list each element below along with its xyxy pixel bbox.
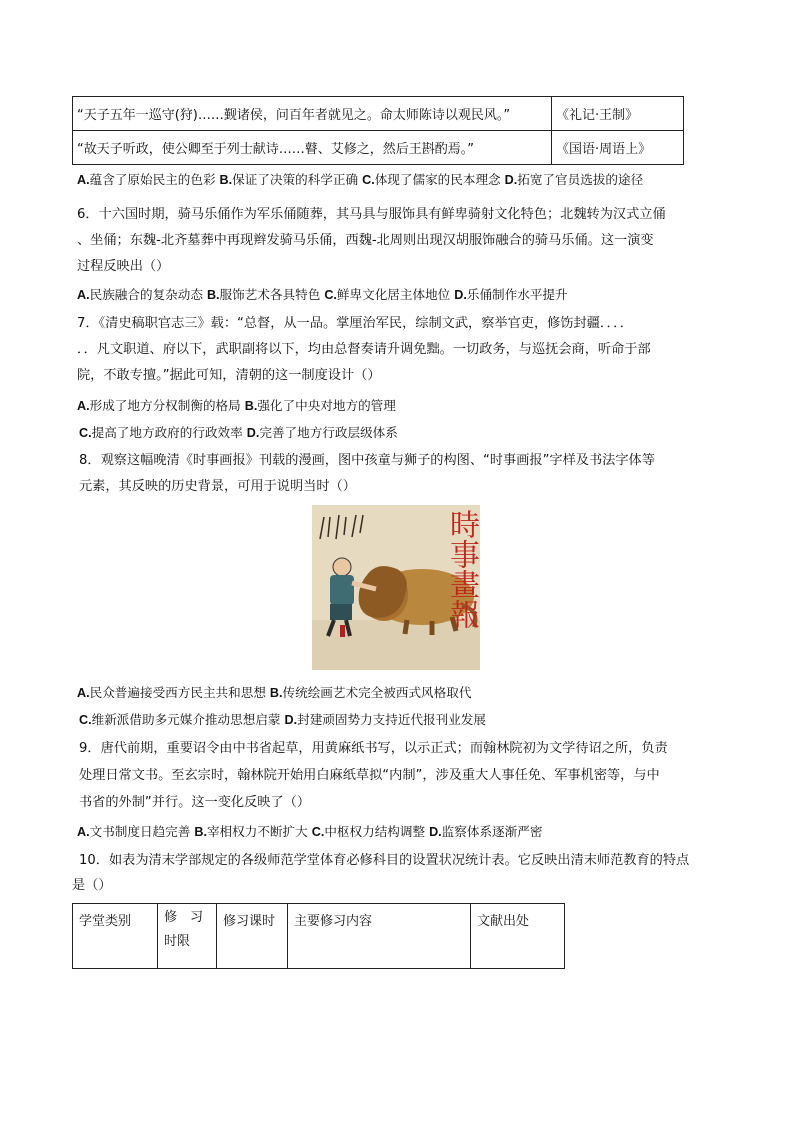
table-header (158, 904, 217, 969)
q7-stem-line: 院，不敢专擅。”据此可知，清朝的这一制度设计（） (77, 368, 381, 383)
q7-stem-line: 7．《清史稿职官志三》载：“总督，从一品。掌厘治军民，综制文武，察举官吏，修饬封疆．．．． (77, 316, 633, 331)
option[interactable]: D.封建顽固势力支持近代报刊业发展 (284, 712, 487, 727)
calligraphy-inscription (316, 511, 368, 541)
option[interactable]: C.维新派借助多元媒介推动思想启蒙 (79, 712, 281, 727)
option[interactable]: B.宰相权力不断扩大 (194, 824, 308, 839)
option[interactable]: D.监察体系逐渐严密 (429, 824, 543, 839)
option[interactable]: B.保证了决策的科学正确 (219, 172, 359, 187)
table-cell: “故天子听政，使公卿至于列士献诗……瞽、艾修之，然后王斟酌焉。” (73, 131, 552, 165)
q9-options (77, 824, 542, 840)
table-header: 学堂类别 (73, 904, 158, 969)
table-header: 主要修习内容 (288, 904, 471, 969)
option[interactable]: C.体现了儒家的民本理念 (362, 172, 501, 187)
table-cell: 《国语·周语上》 (552, 131, 684, 165)
table-header-line: 时限 (164, 934, 191, 949)
cartoon-title: 時事畫報 (444, 509, 479, 629)
cartoon-image (312, 505, 480, 670)
q5-options (77, 172, 643, 188)
q6-stem-line: 、坐俑；东魏-北齐墓葬中再现辫发骑马乐俑，西魏-北周则出现汉胡服饰融合的骑马乐俑。这一演变 (77, 233, 654, 248)
option[interactable]: A.文书制度日趋完善 (77, 824, 191, 839)
q7-options-line2 (79, 425, 398, 441)
option[interactable]: C.鲜卑文化居主体地位 (324, 287, 451, 302)
option[interactable]: A.民族融合的复杂动态 (77, 287, 203, 302)
option[interactable]: A.蕴含了原始民主的色彩 (77, 172, 216, 187)
option[interactable]: C.提高了地方政府的行政效率 (79, 425, 243, 440)
table-header: 修习课时 (217, 904, 288, 969)
option[interactable]: B.服饰艺术各具特色 (206, 287, 321, 302)
q9-stem-line: 9．唐代前期，重要诏令由中书省起草，用黄麻纸书写，以示正式；而翰林院初为文学待诏之所，负责 (79, 741, 668, 756)
table-header-line: 修 习 (164, 910, 204, 925)
q10-stem-line: 10．如表为清末学部规定的各级师范学堂体育必修科目的设置状况统计表。它反映出清末师范教育的特点 (79, 853, 690, 868)
q8-options-line2 (79, 712, 486, 728)
source-table (72, 96, 684, 165)
q6-stem-line: 6．十六国时期，骑马乐俑作为军乐俑随葬，其马具与服饰具有鲜卑骑射文化特色；北魏转为汉式立俑 (77, 207, 666, 222)
q6-options (77, 287, 568, 303)
option[interactable]: A.民众普遍接受西方民主共和思想 (77, 685, 266, 700)
option[interactable]: B.传统绘画艺术完全被西式风格取代 (269, 685, 472, 700)
q8-stem-line: 8．观察这幅晚清《时事画报》刊载的漫画，图中孩童与狮子的构图、“时事画报”字样及书法字体等 (79, 453, 655, 468)
option[interactable]: C.中枢权力结构调整 (311, 824, 426, 839)
q10-stem-line: 是（） (72, 878, 112, 893)
q8-options-line1 (77, 685, 471, 701)
option[interactable]: D.拓宽了官员选拔的途径 (504, 172, 644, 187)
q9-stem-line: 书省的外制”并行。这一变化反映了（） (79, 795, 311, 810)
table-row (73, 131, 684, 165)
q7-stem-line: ．．凡文职道、府以下，武职副将以下，均由总督奏请升调免黜。一切政务，与巡抚会商，听命于部 (77, 342, 651, 357)
table-header-row (73, 904, 565, 969)
table-row (73, 97, 684, 131)
option[interactable]: A.形成了地方分权制衡的格局 (77, 398, 241, 413)
q8-stem-line: 元素，其反映的历史背景，可用于说明当时（） (79, 479, 356, 494)
option[interactable]: D.乐俑制作水平提升 (454, 287, 568, 302)
q6-stem-line: 过程反映出（） (77, 259, 170, 274)
option[interactable]: D.完善了地方行政层级体系 (246, 425, 398, 440)
option[interactable]: B.强化了中央对地方的管理 (244, 398, 396, 413)
pe-course-table (72, 903, 565, 969)
table-header: 文献出处 (471, 904, 565, 969)
q9-stem-line: 处理日常文书。至玄宗时，翰林院开始用白麻纸草拟“内制”，涉及重大人事任免、军事机密等，与中 (79, 768, 660, 783)
table-cell: 《礼记·王制》 (552, 97, 684, 131)
q7-options-line1 (77, 398, 396, 414)
table-cell: “天子五年一巡守(狩)……觐诸侯，问百年者就见之。命太师陈诗以观民风。” (73, 97, 552, 131)
